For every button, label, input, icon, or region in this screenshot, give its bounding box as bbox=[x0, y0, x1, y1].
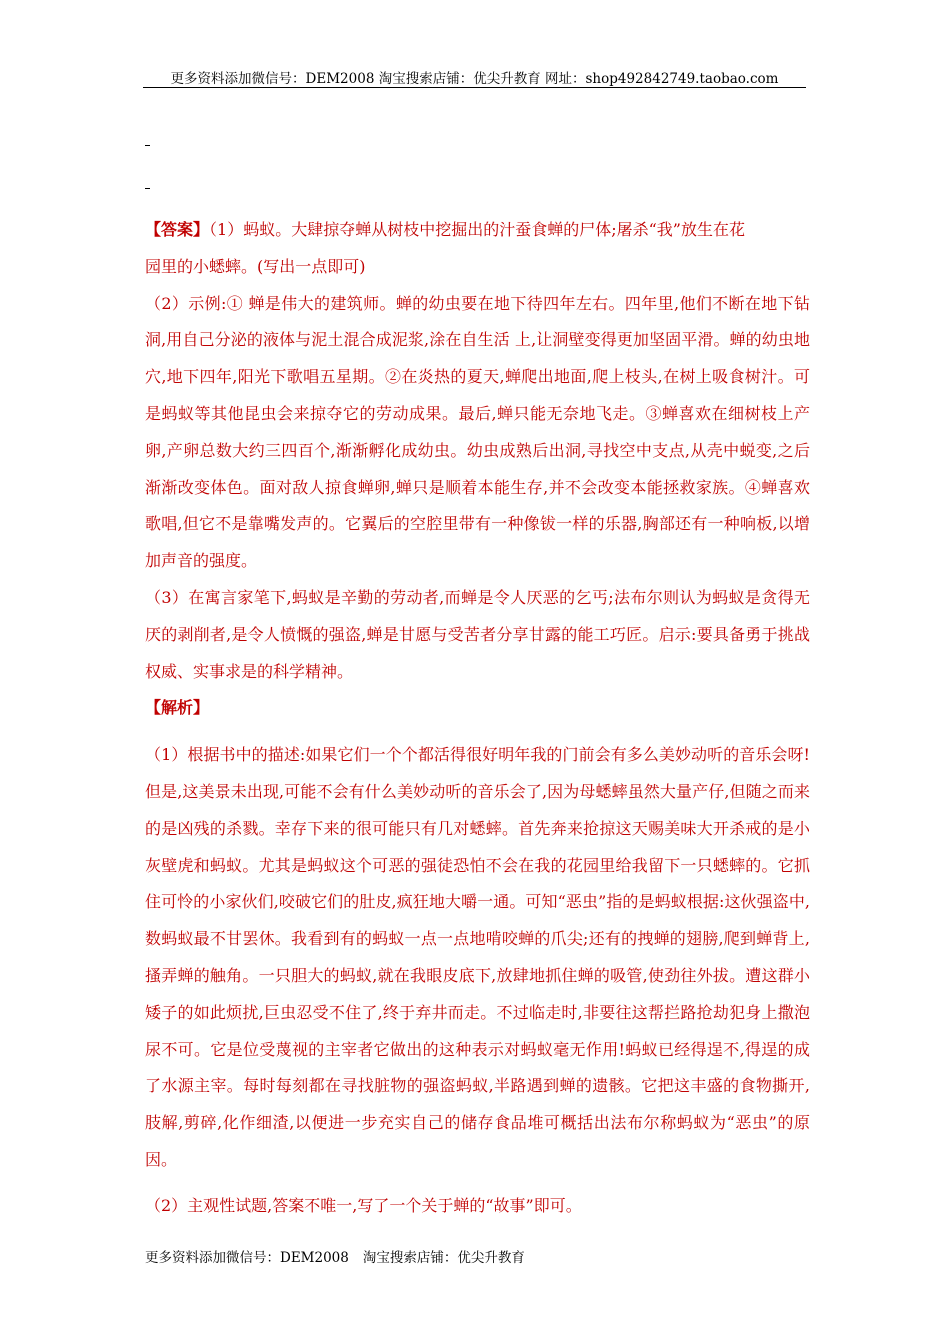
answer-label: 【答案】 bbox=[145, 220, 210, 239]
dash-mark bbox=[145, 188, 150, 189]
analysis-paragraph-2: （2）主观性试题,答案不唯一,写了一个关于蝉的“故事”即可。 bbox=[145, 1195, 582, 1215]
page-footer bbox=[145, 1246, 525, 1266]
analysis-label: 【解析】 bbox=[145, 698, 210, 718]
dash-mark bbox=[145, 145, 150, 146]
answer-1-first-line: （1）蚂蚁。大肆掠夺蝉从树枝中挖掘出的汁蚕食蝉的尸体;屠杀“我”放生在花 bbox=[209, 220, 745, 239]
answer-content bbox=[145, 212, 810, 1225]
page-header: 更多资料添加微信号：DEM2008 淘宝搜索店铺：优尖升教育 网址：shop492842749.taobao.com bbox=[170, 71, 779, 87]
answer-paragraph-1 bbox=[145, 212, 810, 249]
answer-paragraph-2: （2）示例:① 蝉是伟大的建筑师。蝉的幼虫要在地下待四年左右。四年里,他们不断在地下钻洞,用自己分泌的液体与泥土混合成泥浆,涂在自生活 上,让洞壁变得更加坚固平滑。蝉的幼虫地穴,地下四年,阳光下歌唱五星期。②在炎热的夏天,蝉爬出地面,爬上枝头,在树上吸食树汁。可是蚂蚁等其他昆虫会来掠夺它的劳动成果。最后,蝉只能无奈地飞走。③蝉喜欢在细树枝上产卵,产卵总数大约三四百个,渐渐孵化成幼虫。幼虫成熟后出洞,寻找空中支点,从壳中蜕变,之后渐渐改变体色。面对敌人掠食蝉卵,蝉只是顺着本能生存,并不会改变本能拯救家族。④蝉喜欢歌唱,但它不是靠嘴发声的。它翼后的空腔里带有一种像钹一样的乐器,胸部还有一种响板,以增加声音的强度。 bbox=[145, 293, 810, 571]
answer-paragraph-3: （3）在寓言家笔下,蚂蚁是辛勤的劳动者,而蝉是令人厌恶的乞丐;法布尔则认为蚂蚁是贪得无厌的剥削者,是令人愤慨的强盗,蝉是甘愿与受苦者分享甘露的能工巧匠。启示:要具备勇于挑战权威、实事求是的科学精神。 bbox=[145, 587, 810, 681]
analysis-paragraph-1: （1）根据书中的描述:如果它们一个个都活得很好明年我的门前会有多么美妙动听的音乐会呀!但是,这美景未出现,可能不会有什么美妙动听的音乐会了,因为母蟋蟀虽然大量产仔,但随之而来的是凶残的杀戮。幸存下来的很可能只有几对蟋蟀。首先奔来抢掠这天赐美味大开杀戒的是小灰壁虎和蚂蚁。尤其是蚂蚁这个可恶的强徒恐怕不会在我的花园里给我留下一只蟋蟀的。它抓住可怜的小家伙们,咬破它们的肚皮,疯狂地大嚼一通。可知“恶虫”指的是蚂蚁根据:这伙强盗中,数蚂蚁最不甘罢休。我看到有的蚂蚁一点一点地啃咬蝉的爪尖;还有的拽蝉的翅膀,爬到蝉背上,搔弄蝉的触角。一只胆大的蚂蚁,就在我眼皮底下,放肆地抓住蝉的吸管,使劲往外拔。遭这群小矮子的如此烦扰,巨虫忍受不住了,终于弃井而走。不过临走时,非要往这帮拦路抢劫犯身上撒泡尿不可。它是位受蔑视的主宰者它做出的这种表示对蚂蚁毫无作用!蚂蚁已经得逞不,得逞的成了水源主宰。每时每刻都在寻找脏物的强盗蚂蚁,半路遇到蝉的遗骸。它把这丰盛的食物撕开,肢解,剪碎,化作细渣,以便进一步充实自己的储存食品堆可概括出法布尔称蚂蚁为“恶虫”的原因。 bbox=[145, 745, 810, 1169]
answer-1-continuation: 园里的小蟋蟀。(写出一点即可) bbox=[145, 256, 366, 276]
header-divider bbox=[143, 87, 806, 88]
footer-shop: 淘宝搜索店铺：优尖升教育 bbox=[362, 1250, 525, 1266]
footer-wechat: 更多资料添加微信号：DEM2008 bbox=[145, 1250, 349, 1266]
